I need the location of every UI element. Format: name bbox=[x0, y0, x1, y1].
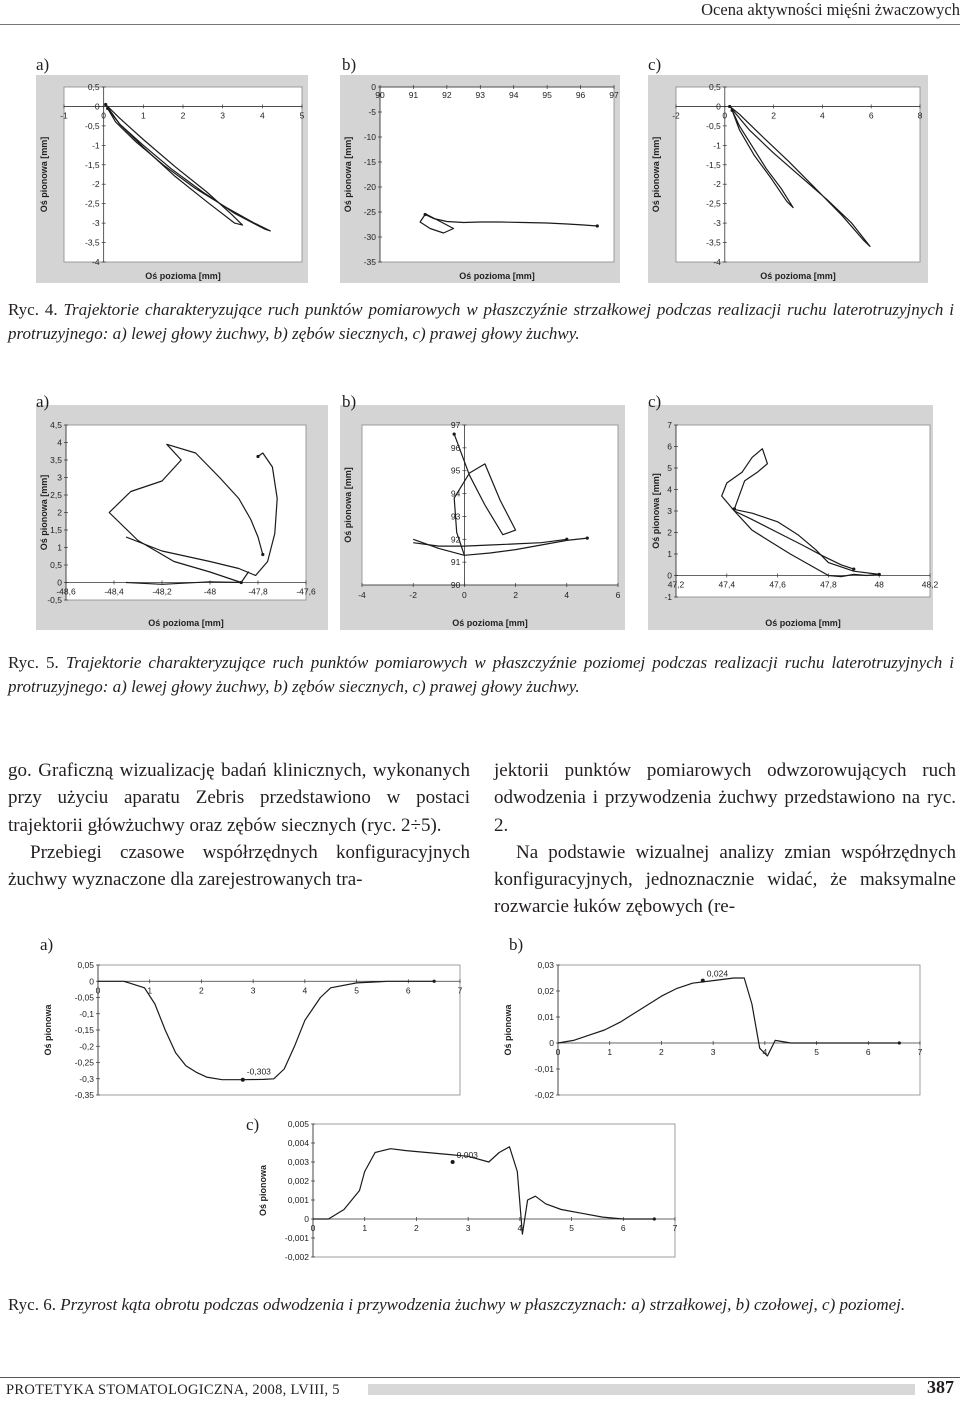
body-paragraph: Przebiegi czasowe współrzędnych konfiguracyjnych żuchwy wyznaczone dla zarejestrowanych tra- bbox=[8, 841, 470, 891]
chart-frame-fig5c bbox=[648, 405, 939, 630]
x-tick-label: -48 bbox=[203, 586, 217, 597]
footer-rule bbox=[0, 1377, 960, 1378]
chart-fig6c bbox=[255, 1112, 685, 1267]
fig5-caption-lead: Ryc. 5. bbox=[8, 653, 59, 672]
x-tick-label: -2 bbox=[672, 110, 680, 121]
y-tick-label: -0,3 bbox=[79, 1073, 94, 1084]
page-number: 387 bbox=[927, 1377, 954, 1397]
x-tick-label: 4 bbox=[302, 985, 308, 996]
y-tick-label: -0,01 bbox=[534, 1064, 554, 1074]
y-tick-label: 3,5 bbox=[50, 455, 62, 465]
body-column-right bbox=[494, 757, 956, 921]
y-tick-label: -2 bbox=[713, 179, 721, 190]
x-tick-label: 7 bbox=[672, 1223, 678, 1233]
y-tick-label: -0,001 bbox=[284, 1233, 309, 1243]
fig6-panel-c: c) bbox=[246, 1115, 260, 1134]
y-tick-label: -0,05 bbox=[74, 992, 94, 1003]
y-axis-title: Oś pionowa [mm] bbox=[343, 136, 353, 213]
body-paragraph: jektorii punktów pomiarowych odwzorowujących ruch odwodzenia i przywodzenia żuchwy przedstawiono na ryc. 2. bbox=[494, 760, 956, 836]
x-axis-title: Oś pozioma [mm] bbox=[148, 618, 224, 628]
chart-fig6a bbox=[40, 950, 470, 1105]
y-tick-label: -20 bbox=[363, 182, 376, 192]
y-axis-title: Oś pionowa bbox=[503, 1004, 513, 1056]
x-tick-label: 0 bbox=[101, 110, 107, 121]
y-tick-label: 2 bbox=[57, 507, 62, 518]
x-tick-label: 47,4 bbox=[718, 579, 736, 590]
x-tick-label: -1 bbox=[60, 110, 68, 121]
fig6-caption-lead: Ryc. 6. bbox=[8, 1295, 56, 1314]
y-tick-label: -0,15 bbox=[74, 1025, 94, 1035]
fig4-panel-c: c) bbox=[648, 55, 662, 74]
x-tick-label: 97 bbox=[609, 90, 619, 100]
y-tick-label: -1 bbox=[713, 140, 721, 151]
fig5-panel-c: c) bbox=[648, 392, 662, 411]
fig6-caption-text: Przyrost kąta obrotu podczas odwodzenia i przywodzenia żuchwy w płaszczyznach: a) strzałkowej, b) czołowej, c) poziomej. bbox=[60, 1295, 906, 1314]
y-tick-label: -0,02 bbox=[534, 1090, 554, 1100]
chart-fig4a bbox=[36, 75, 308, 283]
y-tick-label: 0 bbox=[371, 82, 376, 92]
annotation-marker bbox=[701, 979, 705, 983]
series-end-marker bbox=[565, 538, 568, 541]
x-tick-label: 5 bbox=[354, 985, 359, 996]
fig5-panel-b: b) bbox=[342, 392, 357, 411]
y-tick-label: -3 bbox=[713, 218, 721, 229]
chart-fig5c bbox=[648, 405, 939, 630]
y-tick-label: 0,05 bbox=[77, 960, 94, 970]
y-tick-label: -3 bbox=[92, 218, 100, 229]
chart-frame-fig5b bbox=[340, 405, 625, 630]
x-tick-label: 4 bbox=[517, 1223, 523, 1233]
y-tick-label: -30 bbox=[363, 232, 376, 242]
fig5-caption-text: Trajektorie charakteryzujące ruch punktów pomiarowych w płaszczyźnie poziomej podczas realizacji ruchu laterotruzyjnych i protruzyjnego: a) lewej głowy żuchwy, b) zębów siecznych, c) prawej głowy żuchwy. bbox=[8, 653, 955, 696]
y-tick-label: 3 bbox=[57, 472, 62, 483]
y-axis-title: Oś pionowa bbox=[258, 1164, 268, 1217]
x-tick-label: 7 bbox=[457, 985, 463, 996]
x-tick-label: 0 bbox=[95, 985, 101, 996]
series-end-marker bbox=[653, 1217, 656, 1220]
series-end-marker bbox=[256, 455, 259, 458]
series-end-marker bbox=[453, 433, 456, 436]
chart-frame-fig4b bbox=[340, 75, 620, 283]
annotation-label: 0,003 bbox=[456, 1150, 478, 1160]
y-tick-label: 4 bbox=[667, 484, 672, 495]
plot-area bbox=[66, 425, 306, 600]
x-tick-label: 2 bbox=[513, 590, 518, 600]
x-tick-label: 6 bbox=[865, 1047, 871, 1057]
y-tick-label: 0 bbox=[57, 577, 62, 588]
y-tick-label: -1 bbox=[92, 140, 100, 151]
series-end-marker bbox=[731, 109, 734, 112]
x-tick-label: 90 bbox=[375, 90, 385, 100]
y-tick-label: -1,5 bbox=[706, 159, 721, 170]
y-tick-label: -0,5 bbox=[85, 120, 100, 131]
y-tick-label: 0,01 bbox=[537, 1012, 554, 1022]
x-tick-label: 2 bbox=[771, 110, 776, 121]
annotation-marker bbox=[451, 1160, 455, 1164]
x-tick-label: 6 bbox=[868, 110, 874, 121]
y-tick-label: -1 bbox=[664, 592, 672, 602]
plot-area bbox=[676, 425, 930, 597]
fig4-caption-lead: Ryc. 4. bbox=[8, 300, 58, 319]
x-tick-label: 1 bbox=[607, 1047, 613, 1057]
y-tick-label: -1,5 bbox=[85, 159, 100, 170]
x-tick-label: 94 bbox=[508, 90, 519, 100]
journal-title: PROTETYKA STOMATOLOGICZNA, 2008, LVIII, 5 bbox=[6, 1382, 340, 1398]
fig5-caption bbox=[8, 651, 954, 698]
x-tick-label: 4 bbox=[820, 110, 825, 121]
y-tick-label: 2,5 bbox=[50, 490, 62, 500]
x-tick-label: 5 bbox=[569, 1223, 574, 1233]
series-end-marker bbox=[878, 573, 881, 576]
fig6-caption bbox=[8, 1293, 954, 1317]
chart-fig5b bbox=[340, 405, 625, 630]
x-tick-label: 4 bbox=[564, 590, 570, 600]
body-paragraph: Na podstawie wizualnej analizy zmian współrzędnych konfiguracyjnych, jednoznacznie widać, że maksymalne rozwarcie łuków zębowych (re- bbox=[494, 841, 956, 918]
x-tick-label: 93 bbox=[475, 90, 486, 100]
x-tick-label: 0 bbox=[462, 590, 467, 600]
y-tick-label: 95 bbox=[450, 465, 461, 476]
y-tick-label: 0,02 bbox=[537, 986, 554, 996]
x-tick-label: 47,6 bbox=[769, 579, 786, 590]
footer-bar bbox=[368, 1384, 915, 1395]
x-tick-label: -48,6 bbox=[56, 586, 76, 597]
series-end-marker bbox=[898, 1041, 901, 1044]
y-tick-label: 4 bbox=[57, 437, 62, 448]
x-tick-label: 0 bbox=[722, 110, 728, 121]
x-tick-label: 96 bbox=[575, 90, 586, 100]
x-tick-label: 2 bbox=[180, 110, 186, 121]
fig4-panel-b: b) bbox=[342, 55, 357, 74]
y-tick-label: 0 bbox=[89, 976, 94, 987]
y-tick-label: 0,004 bbox=[287, 1138, 309, 1148]
x-tick-label: -48,4 bbox=[104, 586, 124, 597]
y-tick-label: 96 bbox=[450, 442, 461, 453]
y-tick-label: -2,5 bbox=[85, 198, 100, 209]
series-end-marker bbox=[728, 105, 731, 108]
x-tick-label: -4 bbox=[358, 590, 366, 600]
x-axis-title: Oś pozioma [mm] bbox=[452, 618, 528, 628]
annotation-marker bbox=[241, 1078, 245, 1082]
body-column-left bbox=[8, 757, 470, 893]
y-tick-label: 0 bbox=[716, 101, 721, 112]
y-tick-label: 92 bbox=[450, 534, 461, 545]
chart-fig5a bbox=[36, 405, 328, 630]
x-tick-label: 1 bbox=[147, 985, 153, 996]
y-tick-label: 1 bbox=[57, 542, 62, 553]
x-tick-label: 3 bbox=[465, 1223, 471, 1233]
y-tick-label: 94 bbox=[450, 488, 461, 499]
annotation-label: 0,024 bbox=[706, 968, 729, 979]
y-tick-label: -0,35 bbox=[74, 1090, 94, 1100]
x-tick-label: 4 bbox=[259, 110, 265, 121]
y-tick-label: -2,5 bbox=[706, 198, 721, 209]
x-tick-label: -47,8 bbox=[248, 586, 268, 597]
x-tick-label: 4 bbox=[762, 1047, 768, 1057]
y-tick-label: -0,1 bbox=[79, 1008, 94, 1019]
chart-frame-fig5a bbox=[36, 405, 328, 630]
y-tick-label: -0,002 bbox=[284, 1252, 309, 1262]
x-tick-label: 3 bbox=[220, 110, 226, 121]
chart-fig6b bbox=[500, 950, 930, 1105]
plot-area bbox=[380, 87, 614, 262]
y-tick-label: 0,002 bbox=[287, 1176, 309, 1186]
x-tick-label: 7 bbox=[917, 1047, 923, 1057]
y-tick-label: 0,001 bbox=[287, 1195, 309, 1205]
y-tick-label: 0,005 bbox=[287, 1119, 309, 1129]
x-tick-label: 3 bbox=[250, 985, 256, 996]
series-end-marker bbox=[433, 980, 436, 983]
y-tick-label: 2 bbox=[667, 527, 672, 538]
chart-frame-fig6b bbox=[500, 950, 930, 1105]
fig5-panel-a: a) bbox=[36, 392, 50, 411]
y-tick-label: 5 bbox=[667, 463, 672, 473]
x-axis-title: Oś pozioma [mm] bbox=[760, 271, 836, 281]
y-tick-label: -4 bbox=[713, 257, 721, 267]
x-tick-label: 3 bbox=[710, 1047, 716, 1057]
x-tick-label: 5 bbox=[299, 110, 305, 121]
chart-frame-fig6a bbox=[40, 950, 470, 1105]
chart-frame-fig4a bbox=[36, 75, 308, 283]
series-end-marker bbox=[596, 224, 599, 227]
y-tick-label: -0,2 bbox=[79, 1041, 94, 1052]
y-tick-label: 0 bbox=[549, 1038, 554, 1048]
header-rule bbox=[0, 24, 960, 25]
fig4-panel-a: a) bbox=[36, 55, 50, 74]
x-tick-label: 8 bbox=[917, 110, 923, 121]
y-tick-label: 0,5 bbox=[708, 82, 721, 92]
x-tick-label: 6 bbox=[615, 590, 621, 600]
y-tick-label: -25 bbox=[363, 207, 376, 217]
x-tick-label: 47,8 bbox=[820, 579, 837, 590]
x-tick-label: 47,2 bbox=[667, 579, 685, 590]
x-tick-label: 48,2 bbox=[921, 579, 939, 590]
x-tick-label: 2 bbox=[659, 1047, 664, 1057]
y-tick-label: -15 bbox=[363, 157, 376, 167]
series-end-marker bbox=[261, 553, 264, 556]
plot-area bbox=[362, 425, 618, 585]
x-tick-label: 5 bbox=[814, 1047, 819, 1057]
y-axis-title: Oś pionowa bbox=[43, 1004, 53, 1056]
x-tick-label: 0 bbox=[310, 1223, 316, 1233]
x-axis-title: Oś pozioma [mm] bbox=[459, 271, 535, 281]
chart-fig4b bbox=[340, 75, 620, 283]
y-tick-label: 0 bbox=[667, 570, 672, 581]
y-tick-label: 1,5 bbox=[50, 525, 62, 535]
x-tick-label: 0 bbox=[555, 1047, 561, 1057]
y-tick-label: -3,5 bbox=[706, 237, 721, 248]
x-tick-label: 6 bbox=[405, 985, 411, 996]
y-tick-label: 0 bbox=[94, 101, 100, 112]
body-paragraph: go. Graficzną wizualizację badań klinicznych, wykonanych przy użyciu aparatu Zebris przedstawiono w postaci trajektorii główżuchwy oraz zębów siecznych (ryc. 2÷5). bbox=[8, 760, 470, 836]
y-tick-label: -5 bbox=[368, 107, 376, 117]
y-tick-label: 0,03 bbox=[537, 960, 554, 970]
series-end-marker bbox=[424, 213, 427, 216]
annotation-label: -0,303 bbox=[246, 1066, 271, 1077]
y-axis-title: Oś pionowa [mm] bbox=[343, 467, 353, 543]
y-tick-label: -2 bbox=[92, 179, 100, 190]
x-tick-label: 6 bbox=[620, 1223, 626, 1233]
y-axis-title: Oś pionowa [mm] bbox=[651, 473, 661, 549]
y-tick-label: 93 bbox=[450, 511, 461, 522]
series-end-marker bbox=[104, 103, 107, 106]
y-tick-label: 7 bbox=[667, 420, 672, 430]
y-tick-label: 0,5 bbox=[87, 82, 100, 92]
y-tick-label: -35 bbox=[363, 257, 376, 267]
x-tick-label: -48,2 bbox=[152, 586, 172, 597]
fig6-panel-b: b) bbox=[509, 935, 524, 954]
x-tick-label: 1 bbox=[362, 1223, 368, 1233]
y-tick-label: -4 bbox=[92, 257, 100, 267]
series-end-marker bbox=[586, 537, 589, 540]
x-tick-label: 2 bbox=[199, 985, 204, 996]
y-tick-label: 3 bbox=[667, 506, 672, 516]
x-tick-label: 48 bbox=[874, 579, 884, 590]
x-tick-label: -2 bbox=[409, 590, 417, 600]
x-axis-title: Oś pozioma [mm] bbox=[145, 271, 221, 281]
fig4-caption bbox=[8, 298, 954, 345]
y-tick-label: 97 bbox=[450, 420, 461, 430]
y-tick-label: -0,5 bbox=[706, 120, 721, 131]
y-tick-label: 91 bbox=[450, 557, 461, 568]
y-axis-title: Oś pionowa [mm] bbox=[39, 474, 49, 551]
y-tick-label: 1 bbox=[667, 549, 672, 559]
x-axis-title: Oś pozioma [mm] bbox=[765, 618, 841, 628]
y-tick-label: -10 bbox=[363, 132, 376, 142]
fig6-panel-a: a) bbox=[40, 935, 54, 954]
y-tick-label: 6 bbox=[667, 441, 672, 452]
y-tick-label: 90 bbox=[450, 580, 461, 590]
x-tick-label: 1 bbox=[140, 110, 146, 121]
chart-frame-fig4c-svg bbox=[648, 75, 928, 283]
y-axis-title: Oś pionowa [mm] bbox=[651, 136, 661, 213]
y-tick-label: -0,5 bbox=[47, 595, 62, 605]
fig4-caption-text: Trajektorie charakteryzujące ruch punktów pomiarowych w płaszczyźnie strzałkowej podczas realizacji ruchu laterotruzyjnych i protruzyjnego: a) lewej głowy żuchwy, b) zębów siecznych, c) prawej głowy żuchwy. bbox=[8, 300, 954, 343]
plot-area bbox=[555, 965, 920, 1095]
x-tick-label: 91 bbox=[408, 90, 419, 100]
plot-area bbox=[310, 1124, 675, 1257]
y-tick-label: 0 bbox=[304, 1214, 309, 1224]
running-head: Ocena aktywności mięśni żwaczowych bbox=[701, 0, 960, 19]
series-end-marker bbox=[852, 567, 855, 570]
y-tick-label: 4,5 bbox=[50, 420, 62, 430]
x-tick-label: -47,6 bbox=[296, 586, 316, 597]
y-tick-label: -3,5 bbox=[85, 237, 100, 248]
chart-frame-fig6c bbox=[255, 1112, 685, 1267]
y-tick-label: -0,25 bbox=[74, 1057, 94, 1068]
y-tick-label: 0,003 bbox=[287, 1157, 309, 1167]
chart-frame-fig4c bbox=[648, 75, 928, 283]
y-tick-label: 0,5 bbox=[50, 560, 62, 570]
y-axis-title: Oś pionowa [mm] bbox=[39, 136, 49, 213]
series-end-marker bbox=[240, 581, 243, 584]
x-tick-label: 2 bbox=[414, 1223, 419, 1233]
x-tick-label: 92 bbox=[442, 90, 452, 100]
x-tick-label: 95 bbox=[542, 90, 552, 100]
